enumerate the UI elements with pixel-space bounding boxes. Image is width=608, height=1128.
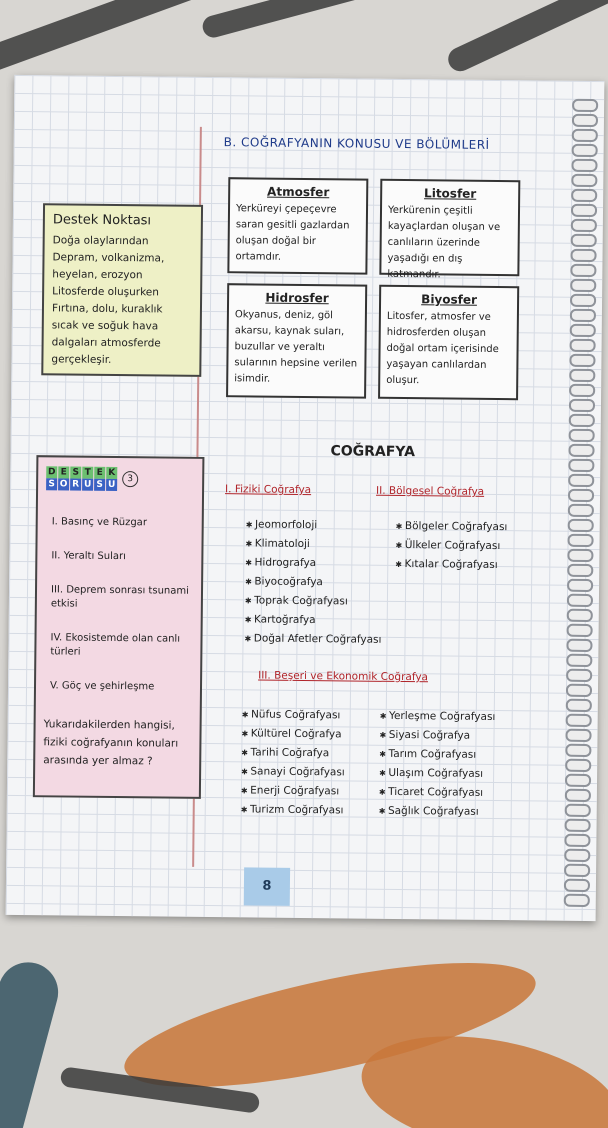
list-item: ✱ Tarihi Coğrafya bbox=[241, 743, 345, 763]
label-letter: S bbox=[70, 467, 81, 479]
list-item: ✱ Kartoğrafya bbox=[245, 610, 382, 630]
beseri-heading: III. Beşeri ve Ekonomik Coğrafya bbox=[258, 669, 429, 684]
spiral-ring bbox=[565, 789, 591, 802]
label-letter: U bbox=[107, 479, 116, 491]
spiral-ring bbox=[568, 534, 594, 547]
spiral-ring bbox=[567, 624, 593, 637]
list-item: ✱ Sağlık Coğrafyası bbox=[379, 802, 495, 822]
spiral-ring bbox=[564, 864, 590, 877]
list-item: ✱ Hidrografya bbox=[245, 553, 382, 573]
list-item: ✱ Biyocoğrafya bbox=[245, 572, 382, 592]
spiral-ring bbox=[570, 264, 596, 277]
list-item: ✱ Tarım Coğrafyası bbox=[379, 745, 495, 765]
beseri-right-list bbox=[379, 707, 496, 822]
spiral-ring bbox=[571, 204, 597, 217]
label-letter: R bbox=[70, 479, 81, 491]
litosfer-box bbox=[379, 179, 520, 281]
spiral-ring bbox=[565, 774, 591, 787]
fiziki-list bbox=[244, 515, 382, 649]
option-item: II. Yeraltı Suları bbox=[51, 550, 127, 563]
label-letter: U bbox=[83, 479, 92, 490]
box-text: Yerkürenin çeşitli kayaçlardan oluşan ve canlıların üzerinde yaşadığı en dış katmandır. bbox=[387, 204, 501, 281]
label-letter: T bbox=[82, 467, 93, 479]
spiral-ring bbox=[572, 129, 598, 142]
spiral-ring bbox=[571, 159, 597, 172]
spiral-ring bbox=[566, 684, 592, 697]
list-item: ✱ Siyasi Coğrafya bbox=[379, 726, 495, 746]
destek-noktasi-title: Destek Noktası bbox=[52, 212, 152, 229]
option-item: III. Deprem sonrası tsunami etkisi bbox=[50, 584, 189, 610]
label-letter: K bbox=[106, 467, 117, 479]
list-item: ✱ Ülkeler Coğrafyası bbox=[395, 536, 507, 556]
spiral-ring bbox=[570, 309, 596, 322]
spiral-ring bbox=[568, 489, 594, 502]
spiral-ring bbox=[567, 549, 593, 562]
list-item: ✱ Bölgeler Coğrafyası bbox=[396, 517, 508, 537]
bolgesel-heading: II. Bölgesel Coğrafya bbox=[376, 484, 485, 498]
spiral-ring bbox=[570, 279, 596, 292]
label-row-sorusu bbox=[46, 478, 118, 491]
list-item: ✱ Kültürel Coğrafya bbox=[241, 724, 345, 744]
biyosfer-box bbox=[378, 285, 519, 400]
label-letter: D bbox=[47, 467, 56, 478]
list-item: ✱ Klimatoloji bbox=[245, 534, 382, 554]
label-row-destek bbox=[46, 466, 118, 479]
page-number: 8 bbox=[244, 867, 290, 905]
list-item: ✱ Nüfus Coğrafyası bbox=[242, 705, 346, 725]
spiral-ring bbox=[565, 729, 591, 742]
list-item: ✱ Doğal Afetler Coğrafyası bbox=[244, 629, 381, 649]
spiral-ring bbox=[571, 174, 597, 187]
spiral-ring bbox=[566, 669, 592, 682]
spiral-ring bbox=[564, 894, 590, 907]
spiral-ring bbox=[568, 519, 594, 532]
spiral-ring bbox=[569, 399, 595, 412]
spiral-ring bbox=[569, 354, 595, 367]
spiral-ring bbox=[564, 879, 590, 892]
question-text: Yukarıdakilerden hangisi, fiziki coğrafyanın konuları arasında yer almaz ? bbox=[43, 718, 179, 768]
list-item: ✱ Jeomorfoloji bbox=[246, 515, 383, 535]
spiral-ring bbox=[571, 189, 597, 202]
section-title: B. COĞRAFYANIN KONUSU VE BÖLÜMLERİ bbox=[223, 135, 490, 152]
spiral-binding bbox=[564, 99, 598, 909]
list-item: ✱ Kıtalar Coğrafyası bbox=[395, 555, 507, 575]
destek-sorusu-header bbox=[46, 461, 194, 497]
spiral-ring bbox=[569, 414, 595, 427]
option-item: I. Basınç ve Rüzgar bbox=[51, 516, 148, 529]
spiral-ring bbox=[570, 324, 596, 337]
spiral-ring bbox=[569, 384, 595, 397]
label-letter: S bbox=[94, 479, 105, 491]
spiral-ring bbox=[565, 819, 591, 832]
spiral-ring bbox=[565, 759, 591, 772]
atmosfer-box bbox=[227, 177, 368, 274]
box-title: Atmosfer bbox=[267, 184, 330, 200]
question-number: 3 bbox=[122, 471, 138, 487]
box-text: Okyanus, deniz, göl akarsu, kaynak suları, buzullar ve yeraltı sularının hepsine verilen isimdir. bbox=[234, 309, 358, 385]
destek-sorusu-box bbox=[33, 455, 205, 799]
box-title: Litosfer bbox=[424, 186, 477, 201]
spiral-ring bbox=[564, 834, 590, 847]
spiral-ring bbox=[565, 744, 591, 757]
box-text: Litosfer, atmosfer ve hidrosferden oluşan doğal ortam içerisinde yaşayan canlılardan oluşur. bbox=[386, 310, 499, 387]
spiral-ring bbox=[568, 444, 594, 457]
destek-noktasi-box bbox=[41, 203, 203, 377]
destek-sorusu-label bbox=[46, 466, 118, 491]
spiral-ring bbox=[564, 849, 590, 862]
spiral-ring bbox=[572, 114, 598, 127]
spiral-ring bbox=[566, 654, 592, 667]
spiral-ring bbox=[570, 339, 596, 352]
hidrosfer-box bbox=[226, 283, 367, 398]
spiral-ring bbox=[566, 639, 592, 652]
list-item: ✱ Toprak Coğrafyası bbox=[245, 591, 382, 611]
spiral-ring bbox=[566, 699, 592, 712]
spiral-ring bbox=[567, 564, 593, 577]
label-letter: O bbox=[59, 479, 68, 490]
spiral-ring bbox=[571, 234, 597, 247]
box-title: Biyosfer bbox=[421, 292, 478, 307]
spiral-ring bbox=[572, 99, 598, 112]
spiral-ring bbox=[569, 369, 595, 382]
list-item: ✱ Ulaşım Coğrafyası bbox=[379, 764, 495, 784]
spiral-ring bbox=[565, 804, 591, 817]
cografya-title: COĞRAFYA bbox=[330, 443, 416, 461]
beseri-left-list bbox=[241, 705, 346, 820]
spiral-ring bbox=[572, 144, 598, 157]
spiral-ring bbox=[566, 714, 592, 727]
spiral-ring bbox=[568, 504, 594, 517]
list-item: ✱ Ticaret Coğrafyası bbox=[379, 783, 495, 803]
box-title: Hidrosfer bbox=[265, 290, 329, 306]
spiral-ring bbox=[567, 579, 593, 592]
destek-noktasi-text: Doğa olaylarından Depram, volkanizma, heyelan, erozyon Litosferde oluşurken Fırtına, dolu, kuraklık sıcak ve soğuk hava dalgaları atmosferde gerçekleşir. bbox=[51, 234, 165, 366]
option-item: IV. Ekosistemde olan canlı türleri bbox=[50, 632, 181, 658]
spiral-ring bbox=[568, 474, 594, 487]
label-letter: S bbox=[46, 478, 57, 490]
spiral-ring bbox=[569, 429, 595, 442]
notebook-page bbox=[6, 75, 605, 921]
spiral-ring bbox=[567, 609, 593, 622]
list-item: ✱ Sanayi Coğrafyası bbox=[241, 762, 345, 782]
label-letter: E bbox=[94, 467, 105, 479]
spiral-ring bbox=[570, 294, 596, 307]
list-item: ✱ Enerji Coğrafyası bbox=[241, 781, 345, 801]
spiral-ring bbox=[568, 459, 594, 472]
label-letter: E bbox=[58, 466, 69, 478]
spiral-ring bbox=[567, 594, 593, 607]
box-text: Yerküreyi çepeçevre saran gesitli gazlardan oluşan doğal bir ortamdır. bbox=[235, 203, 350, 263]
bolgesel-list bbox=[395, 517, 507, 575]
option-item: V. Göç ve şehirleşme bbox=[49, 680, 155, 693]
spiral-ring bbox=[570, 249, 596, 262]
list-item: ✱ Yerleşme Coğrafyası bbox=[380, 707, 496, 727]
fiziki-heading: I. Fiziki Coğrafya bbox=[225, 483, 312, 497]
list-item: ✱ Turizm Coğrafyası bbox=[241, 800, 345, 820]
spiral-ring bbox=[571, 219, 597, 232]
